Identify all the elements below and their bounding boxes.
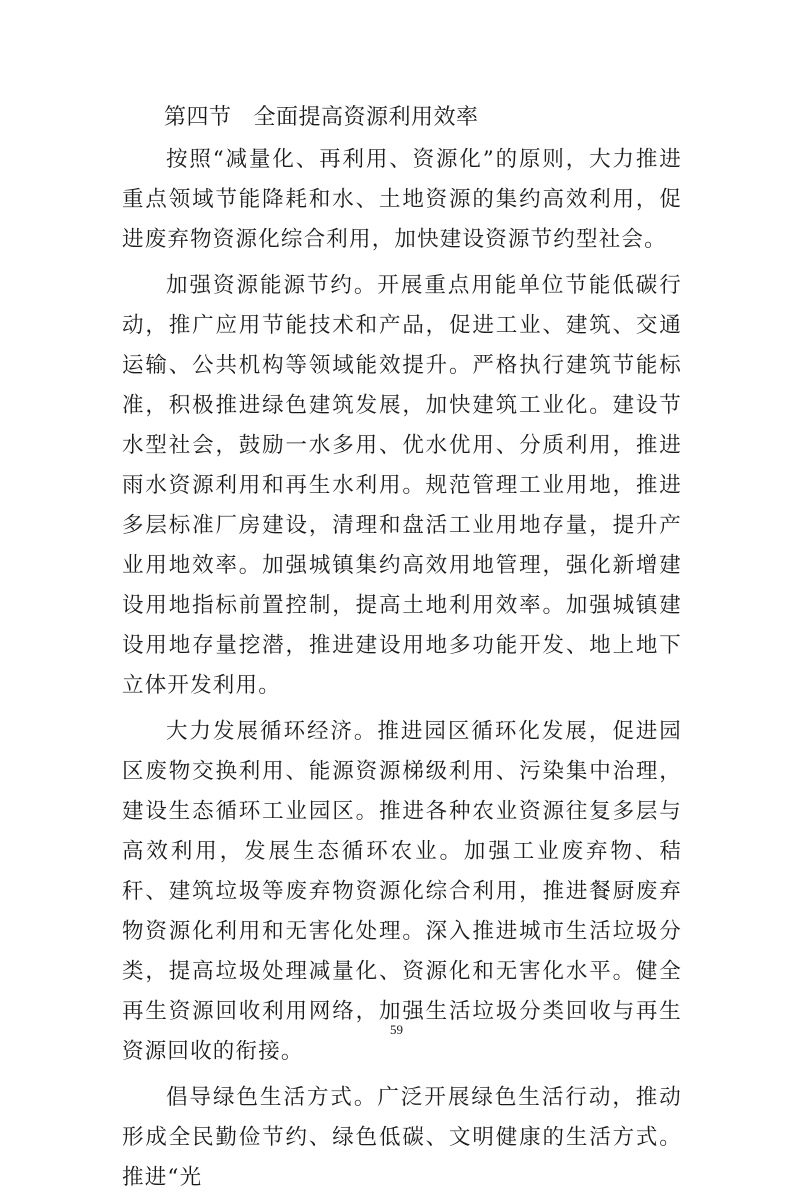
paragraph-intro: 按照“减量化、再利用、资源化”的原则，大力推进重点领域节能降耗和水、土地资源的集约高效利用，促进废弃物资源化综合利用，加快建设资源节约型社会。 <box>122 147 682 252</box>
paragraph-resource-saving: 加强资源能源节约。开展重点用能单位节能低碳行动，推广应用节能技术和产品，促进工业、建筑、交通运输、公共机构等领域能效提升。严格执行建筑节能标准，积极推进绿色建筑发展，加快建筑工业化。建设节水型社会，鼓励一水多用、优水优用、分质利用，推进雨水资源利用和再生水利用。规范管理工业用地，推进多层标准厂房建设，清理和盘活工业用地存量，提升产业用地效率。加强城镇集约高效用地管理，强化新增建设用地指标前置控制，提高土地利用效率。加强城镇建设用地存量挖潜，推进建设用地多功能开发、地上地下立体开发利用。 <box>122 273 682 698</box>
paragraph-circular-economy: 大力发展循环经济。推进园区循环化发展，促进园区废物交换利用、能源资源梯级利用、污染集中治理，建设生态循环工业园区。推进各种农业资源往复多层与高效利用，发展生态循环农业。加强工业废弃物、秸秆、建筑垃圾等废弃物资源化综合利用，推进餐厨废弃物资源化利用和无害化处理。深入推进城市生活垃圾分类，提高垃圾处理减量化、资源化和无害化水平。健全再生资源回收利用网络，加强生活垃圾分类回收与再生资源回收的衔接。 <box>122 719 682 1064</box>
body-text <box>122 140 682 1204</box>
section-title: 全面提高资源利用效率 <box>253 105 479 130</box>
page-number: 59 <box>390 1022 403 1037</box>
section-heading <box>164 103 479 133</box>
paragraph-green-lifestyle: 倡导绿色生活方式。广泛开展绿色生活行动，推动形成全民勤俭节约、绿色低碳、文明健康的生活方式。推进“光 <box>122 1085 682 1190</box>
section-label: 第四节 <box>164 105 232 130</box>
